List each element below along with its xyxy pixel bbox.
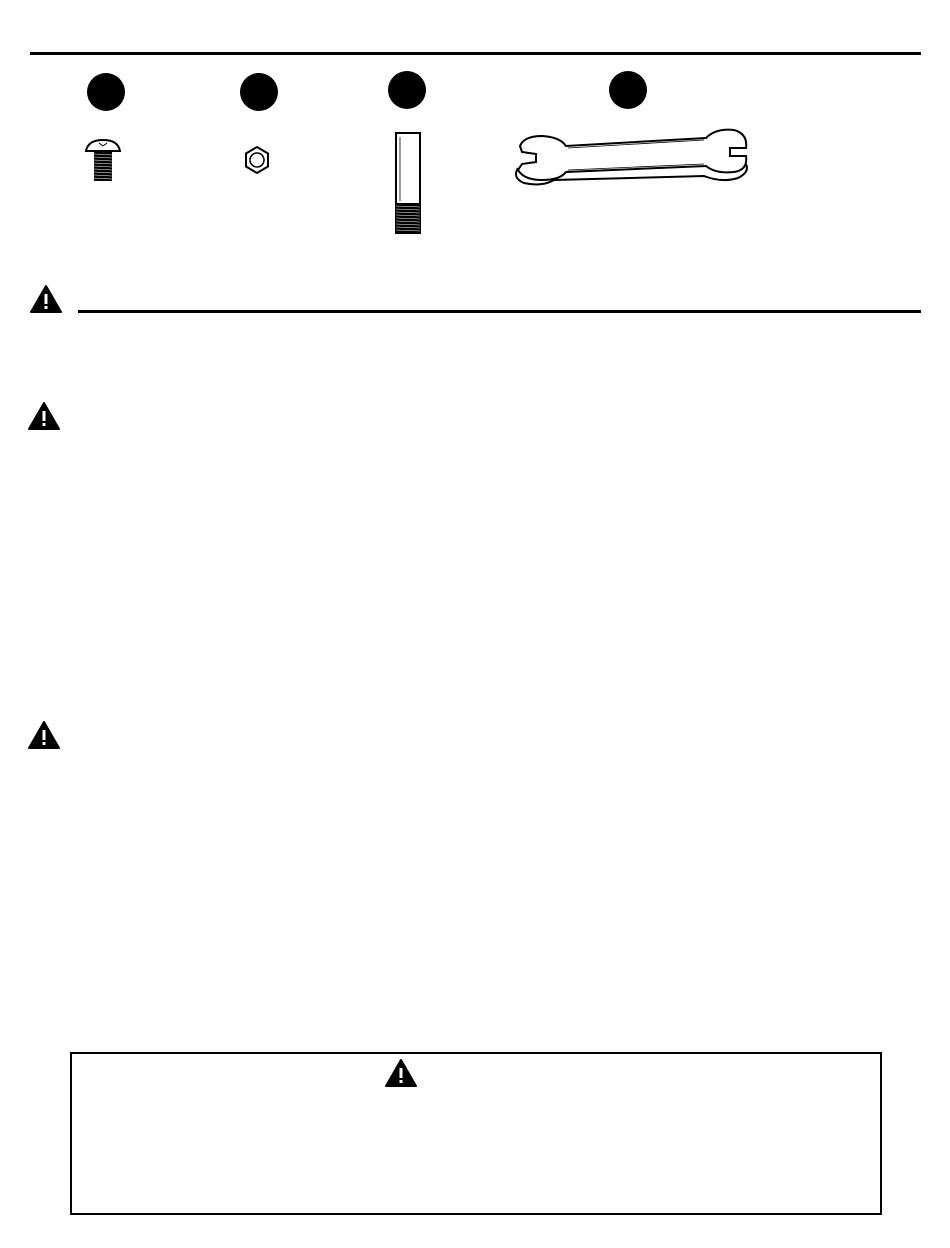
part-badge-1: [87, 73, 125, 111]
part-badge-2: [240, 73, 278, 111]
bolt-icon: [80, 138, 126, 184]
nut-icon: [242, 145, 272, 175]
header-rule: [30, 52, 921, 55]
warning-triangle-icon: [27, 720, 61, 750]
warning-triangle-icon: [29, 284, 63, 314]
warning-triangle-icon: [27, 401, 61, 431]
part-badge-3: [388, 71, 426, 109]
caution-box: [70, 1052, 882, 1215]
warning-section-rule: [78, 310, 921, 313]
wrench-icon: [508, 124, 752, 190]
warning-triangle-icon: [384, 1058, 418, 1088]
threaded-rod-icon: [394, 131, 422, 237]
part-badge-4: [609, 71, 647, 109]
